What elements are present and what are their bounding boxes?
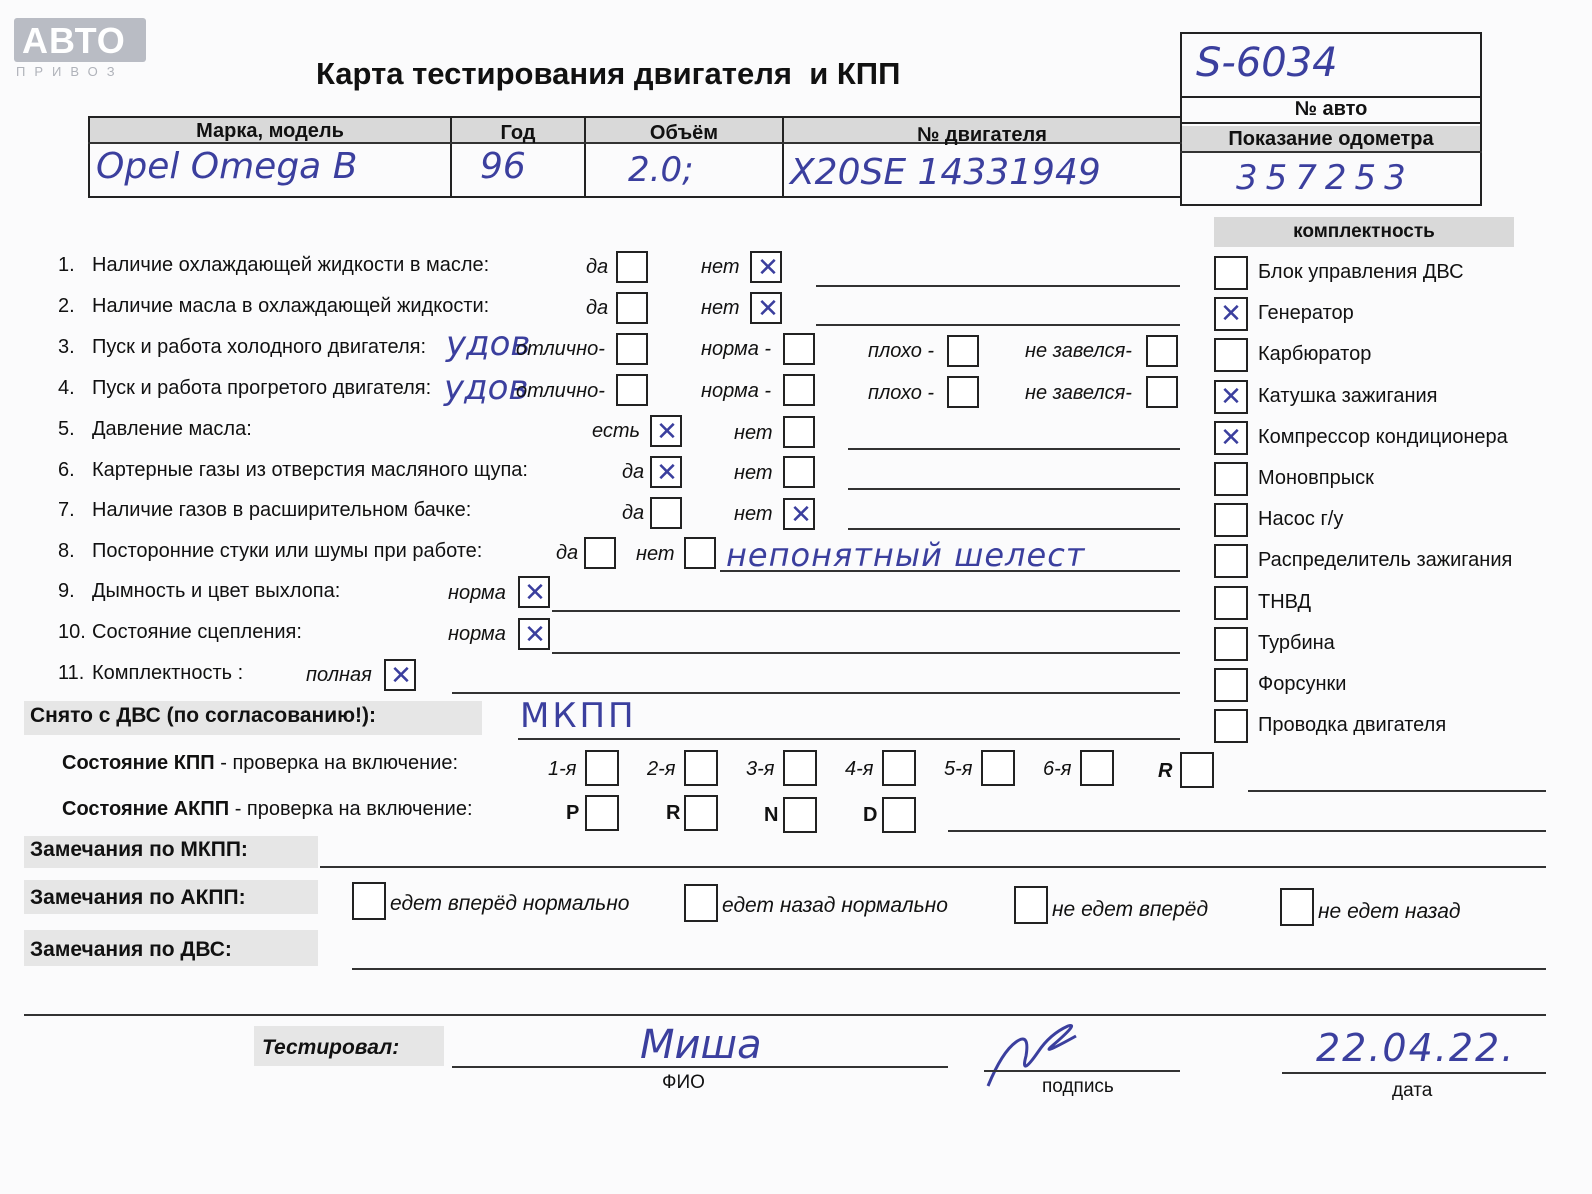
q8-yes-checkbox[interactable]	[584, 537, 616, 569]
completeness-title: комплектность	[1293, 221, 1435, 242]
akpp-no-back-label: не едет назад	[1318, 900, 1461, 923]
gear-4-label: 4-я	[845, 758, 874, 780]
completeness-check-mark: ✕	[1220, 423, 1242, 453]
q11-full-label: полная	[306, 664, 372, 686]
q8-no-checkbox[interactable]	[684, 537, 716, 569]
logo	[14, 18, 146, 62]
completeness-item-label: Моновпрыск	[1258, 467, 1374, 489]
completeness-checkbox[interactable]	[1214, 503, 1248, 537]
completeness-item-label: Проводка двигателя	[1258, 714, 1447, 736]
logo-sub: ПРИВОЗ	[16, 64, 124, 79]
remarks-dvs-label: Замечания по ДВС:	[30, 938, 232, 961]
tester-name: Миша	[640, 1022, 762, 1068]
completeness-checkbox[interactable]	[1214, 544, 1248, 578]
car-no-label: № авто	[1294, 98, 1368, 120]
q10-norm-mark: ✕	[524, 620, 546, 650]
q2-yes-checkbox[interactable]	[616, 292, 648, 324]
question-7: 7. Наличие газов в расширительном бачке:	[58, 499, 472, 521]
completeness-item-label: Турбина	[1258, 632, 1335, 654]
q3-excellent-label: отлично-	[516, 338, 605, 360]
q6-yes-label: да	[622, 461, 645, 483]
auto-r-checkbox[interactable]	[684, 795, 718, 831]
q5-no-label: нет	[734, 422, 773, 444]
gear-4-checkbox[interactable]	[882, 750, 916, 786]
auto-d-checkbox[interactable]	[882, 797, 916, 833]
completeness-item-label: Блок управления ДВС	[1258, 261, 1464, 283]
question-10: 10. Состояние сцепления:	[58, 621, 302, 643]
completeness-item-label: Распределитель зажигания	[1258, 549, 1513, 571]
gear-3-label: 3-я	[746, 758, 775, 780]
q6-no-label: нет	[734, 462, 773, 484]
q2-no-label: нет	[701, 297, 740, 319]
logo-main: АВТО	[22, 20, 126, 61]
header-odometer: Показание одометра	[1228, 128, 1434, 150]
q9-norm-mark: ✕	[524, 578, 546, 608]
akpp-back-ok-label: едет назад нормально	[722, 894, 948, 917]
q7-no-label: нет	[734, 503, 773, 525]
q9-norm-label: норма	[448, 582, 506, 604]
signature-label: подпись	[1042, 1076, 1114, 1097]
q4-note: удов	[444, 368, 529, 408]
completeness-checkbox[interactable]	[1214, 627, 1248, 661]
gear-6-checkbox[interactable]	[1080, 750, 1114, 786]
q2-no-mark: ✕	[757, 294, 779, 324]
question-6: 6. Картерные газы из отверстия масляного щупа:	[58, 459, 528, 481]
auto-r-label: R	[666, 802, 681, 824]
completeness-checkbox[interactable]	[1214, 462, 1248, 496]
question-2: 2. Наличие масла в охлаждающей жидкости:	[58, 295, 490, 317]
q7-yes-label: да	[622, 502, 645, 524]
q8-no-label: нет	[636, 543, 675, 565]
completeness-item-label: Карбюратор	[1258, 343, 1372, 365]
value-volume: 2.0;	[628, 150, 694, 190]
q3-normal-checkbox[interactable]	[783, 333, 815, 365]
q3-normal-label: норма -	[701, 338, 772, 360]
completeness-item-label: Катушка зажигания	[1258, 385, 1438, 407]
card-number: S-6034	[1196, 40, 1338, 86]
header-year: Год	[500, 122, 536, 144]
auto-label: Состояние АКПП - проверка на включение:	[62, 798, 473, 820]
q5-present-mark: ✕	[656, 417, 678, 447]
date-label: дата	[1392, 1080, 1433, 1101]
completeness-checkbox[interactable]	[1214, 338, 1248, 372]
q4-bad-checkbox[interactable]	[947, 376, 979, 408]
q1-no-mark: ✕	[757, 253, 779, 283]
q4-excellent-checkbox[interactable]	[616, 374, 648, 406]
tested-label: Тестировал:	[262, 1036, 400, 1059]
q10-norm-label: норма	[448, 623, 506, 645]
manual-label: Состояние КПП - проверка на включение:	[62, 752, 459, 774]
test-date: 22.04.22.	[1316, 1026, 1516, 1070]
question-11: 11. Комплектность :	[58, 662, 244, 684]
q3-bad-label: плохо -	[868, 340, 935, 362]
q1-no-label: нет	[701, 256, 740, 278]
header-model: Марка, модель	[196, 120, 344, 142]
gear-5-checkbox[interactable]	[981, 750, 1015, 786]
q1-yes-checkbox[interactable]	[616, 251, 648, 283]
q1-yes-label: да	[586, 256, 609, 278]
gear-1-checkbox[interactable]	[585, 750, 619, 786]
question-1: 1. Наличие охлаждающей жидкости в масле:	[58, 254, 490, 276]
q11-full-mark: ✕	[390, 661, 412, 691]
header-engine: № двигателя	[917, 124, 1047, 146]
q3-bad-checkbox[interactable]	[947, 335, 979, 367]
completeness-item-label: ТНВД	[1258, 591, 1312, 613]
completeness-checkbox[interactable]	[1214, 256, 1248, 290]
akpp-back-ok-checkbox[interactable]	[684, 884, 718, 922]
q6-no-checkbox[interactable]	[783, 456, 815, 488]
value-model: Opel Omega B	[96, 146, 358, 187]
gear-5-label: 5-я	[944, 758, 973, 780]
value-year: 96	[480, 146, 526, 187]
completeness-item-label: Насос г/у	[1258, 508, 1344, 530]
auto-d-label: D	[863, 804, 878, 826]
q3-nostart-checkbox[interactable]	[1146, 335, 1178, 367]
gear-6-label: 6-я	[1043, 758, 1072, 780]
q7-yes-checkbox[interactable]	[650, 497, 682, 529]
q4-bad-label: плохо -	[868, 382, 935, 404]
q6-yes-mark: ✕	[656, 458, 678, 488]
auto-n-label: N	[764, 804, 779, 826]
fio-label: ФИО	[662, 1072, 705, 1093]
q3-excellent-checkbox[interactable]	[616, 333, 648, 365]
completeness-check-mark: ✕	[1220, 299, 1242, 329]
question-9: 9. Дымность и цвет выхлопа:	[58, 580, 341, 602]
question-3: 3. Пуск и работа холодного двигателя:	[58, 336, 427, 358]
completeness-check-mark: ✕	[1220, 382, 1242, 412]
q4-nostart-checkbox[interactable]	[1146, 376, 1178, 408]
auto-p-label: P	[566, 802, 580, 824]
header-volume: Объём	[649, 122, 719, 144]
q4-excellent-label: отлично-	[516, 380, 605, 402]
question-8: 8. Посторонние стуки или шумы при работе:	[58, 540, 483, 562]
removed-value: МКПП	[520, 696, 637, 736]
gear-2-label: 2-я	[647, 758, 676, 780]
question-5: 5. Давление масла:	[58, 418, 252, 440]
completeness-item-label: Генератор	[1258, 302, 1354, 324]
value-odometer: 357253	[1236, 158, 1414, 198]
completeness-checkbox[interactable]	[1214, 709, 1248, 743]
q5-present-label: есть	[592, 420, 641, 442]
q4-normal-checkbox[interactable]	[783, 374, 815, 406]
remarks-akpp-label: Замечания по АКПП:	[30, 886, 246, 909]
gear-1-label: 1-я	[548, 758, 577, 780]
akpp-no-forward-label: не едет вперёд	[1052, 898, 1209, 921]
akpp-no-back-checkbox[interactable]	[1280, 888, 1314, 926]
question-4: 4. Пуск и работа прогретого двигателя:	[58, 377, 432, 399]
gear-2-checkbox[interactable]	[684, 750, 718, 786]
completeness-item-label: Форсунки	[1258, 673, 1347, 695]
value-engine: X20SE 14331949	[790, 152, 1101, 193]
q5-no-checkbox[interactable]	[783, 416, 815, 448]
completeness-checkbox[interactable]	[1214, 586, 1248, 620]
remarks-mkpp-label: Замечания по МКПП:	[30, 838, 248, 861]
q4-normal-label: норма -	[701, 380, 772, 402]
q2-yes-label: да	[586, 297, 609, 319]
completeness-item-label: Компрессор кондиционера	[1258, 426, 1508, 448]
page-title: Карта тестирования двигателя и КПП	[316, 56, 901, 91]
q8-yes-label: да	[556, 542, 579, 564]
akpp-forward-ok-label: едет вперёд нормально	[390, 892, 630, 915]
q7-no-mark: ✕	[790, 500, 812, 530]
completeness-checkbox[interactable]	[1214, 668, 1248, 702]
removed-label: Снято с ДВС (по согласованию!):	[30, 704, 377, 727]
auto-n-checkbox[interactable]	[783, 797, 817, 833]
gear-r-label: R	[1158, 760, 1173, 782]
q3-nostart-label: не завелся-	[1025, 340, 1132, 362]
akpp-forward-ok-checkbox[interactable]	[352, 882, 386, 920]
q8-note: непонятный шелест	[726, 536, 1086, 574]
q3-note: удов	[446, 324, 531, 364]
gear-3-checkbox[interactable]	[783, 750, 817, 786]
akpp-no-forward-checkbox[interactable]	[1014, 886, 1048, 924]
q4-nostart-label: не завелся-	[1025, 382, 1132, 404]
auto-p-checkbox[interactable]	[585, 795, 619, 831]
gear-r-checkbox[interactable]	[1180, 752, 1214, 788]
